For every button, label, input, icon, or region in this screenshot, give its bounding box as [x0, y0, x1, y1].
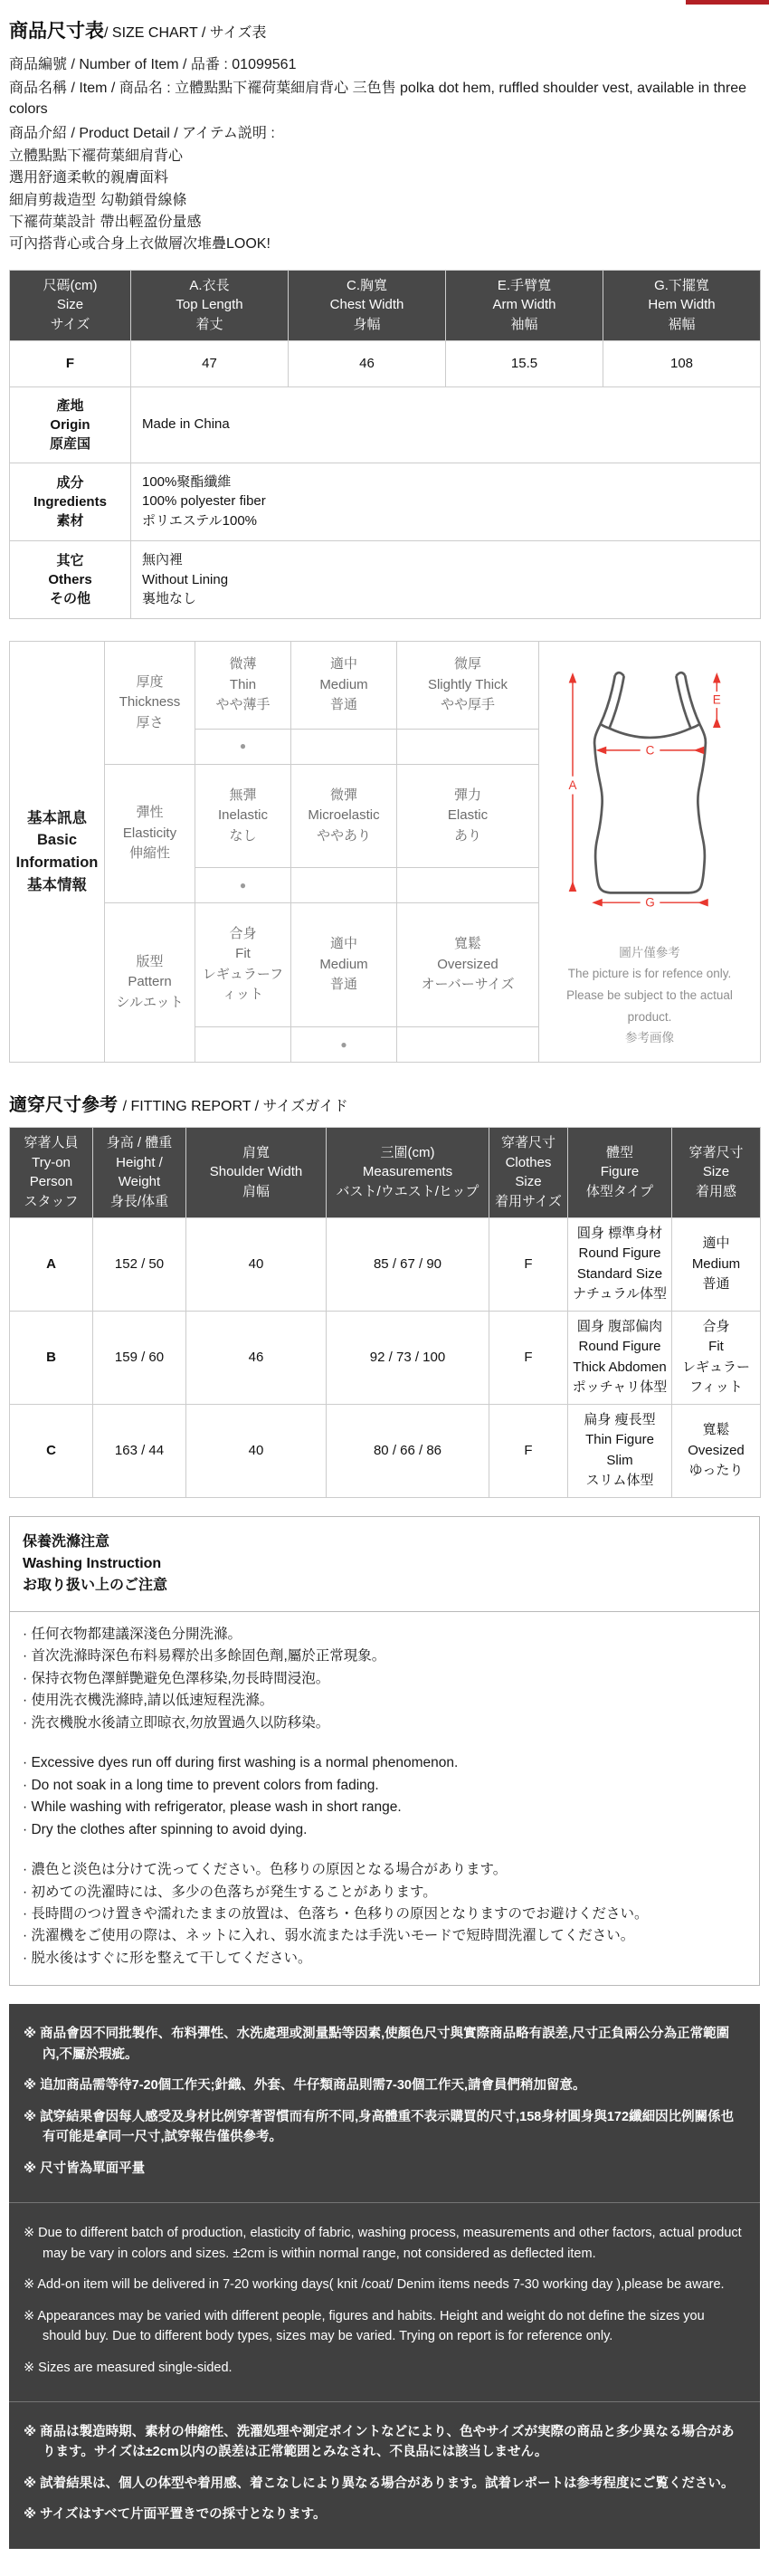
washing-note: · 脱水後はすぐに形を整えて干してください。: [23, 1950, 312, 1966]
washing-note: · 任何衣物都建議深淺色分開洗滌。: [23, 1626, 242, 1642]
basic-info-title: 基本訊息 Basic Information 基本情報: [10, 642, 105, 1063]
fit-col-person: 穿著人員 Try-on Person スタッフ: [10, 1127, 93, 1217]
fit-col-shoulder: 肩寬 Shoulder Width 肩幅: [186, 1127, 327, 1217]
disclaimer-note: ※ 商品會因不同批製作、布料彈性、水洗處理或測量點等因素,使顏色尺寸與實際商品略有誤差,尺寸正負兩公分為正常範圍內,不屬於瑕疵。: [24, 2027, 730, 2062]
product-detail-line: 選用舒適柔軟的親膚面料: [9, 170, 169, 186]
others-label: 其它 Others その他: [10, 540, 131, 618]
selected-dot-icon: ●: [239, 878, 247, 892]
size-value-arm-width: 15.5: [446, 340, 603, 386]
diagram-label-G: G: [644, 895, 655, 910]
washing-instruction-body: [10, 1612, 759, 1986]
product-detail-lines: [9, 147, 760, 255]
disclaimer-note: ※ 尺寸皆為單面平量: [24, 2161, 146, 2176]
size-value-top-length: 47: [131, 340, 289, 386]
diagram-label-E: E: [712, 692, 721, 707]
page-title-sub: / SIZE CHART / サイズ表: [104, 25, 267, 41]
washing-notes-zh: [23, 1625, 746, 1733]
origin-label: 產地 Origin 原産国: [10, 386, 131, 463]
washing-note: · 長時間のつけ置きや濡れたままの放置は、色落ち・色移りの原因となりますのでお避けください。: [23, 1905, 649, 1922]
pattern-option-medium: 適中 Medium 普通: [291, 903, 397, 1027]
disclaimer-note: ※ 試着結果は、個人の体型や着用感、着こなしにより異なる場合があります。試着レポートは参考程度にご覧ください。: [24, 2476, 735, 2491]
size-col-header-top-length: A.衣長 Top Length 着丈: [131, 270, 289, 340]
size-col-header-hem-width: G.下擺寬 Hem Width 裾幅: [603, 270, 761, 340]
elasticity-option-elastic: 彈力 Elastic あり: [397, 764, 539, 867]
item-name-line: [9, 78, 760, 119]
garment-measure-diagram: [548, 654, 752, 926]
washing-instruction-title: 保養洗滌注意 Washing Instruction お取り扱い上のご注意: [10, 1517, 759, 1612]
item-name-label: 商品名稱 / Item / 商品名 :: [9, 81, 171, 97]
fitting-report-table: [9, 1127, 761, 1498]
ingredients-label: 成分 Ingredients 素材: [10, 463, 131, 540]
disclaimer-note: ※ Due to different batch of production, elasticity of fabric, washing process, measurements and other factors, actual product may be vary in colors and sizes. ±2cm is within normal range, not considered as deflected item.: [24, 2226, 742, 2261]
elasticity-label: 彈性 Elasticity 伸縮性: [105, 764, 195, 902]
fit-col-height-weight: 身高 / 體重 Height / Weight 身長/体重: [93, 1127, 186, 1217]
washing-note: · Dry the clothes after spinning to avoid dying.: [23, 1821, 308, 1837]
others-row: [10, 540, 761, 618]
figure-cell: 扁身 瘦長型 Thin Figure Slim スリム体型: [568, 1404, 672, 1497]
washing-note: · Excessive dyes run off during first washing is a normal phenomenon.: [23, 1755, 459, 1771]
washing-notes-en: [23, 1753, 746, 1840]
product-detail-line: 可內搭背心或合身上衣做層次堆疊LOOK!: [9, 236, 271, 253]
size-table-header-row: [10, 270, 761, 340]
elasticity-option-microelastic: 微彈 Microelastic ややあり: [291, 764, 397, 867]
ingredients-row: [10, 463, 761, 540]
product-detail-line: 立體點點下襬荷葉細肩背心: [9, 148, 184, 164]
size-col-header-chest-width: C.胸寬 Chest Width 身幅: [289, 270, 446, 340]
figure-cell: 圓身 腹部偏肉 Round Figure Thick Abdomen ポッチャリ体型: [568, 1311, 672, 1404]
item-number-line: [9, 54, 760, 75]
disclaimer-notes-en: [9, 2202, 760, 2401]
fit-col-figure: 體型 Figure 体型タイプ: [568, 1127, 672, 1217]
garment-diagram-cell: [539, 642, 761, 1063]
disclaimer-note: ※ 追加商品需等待7-20個工作天;針織、外套、牛仔類商品則需7-30個工作天,請會員們稍加留意。: [24, 2078, 586, 2094]
washing-notes-jp: [23, 1860, 746, 1969]
size-value-size: F: [10, 340, 131, 386]
fitting-title-zh: 適穿尺寸參考: [9, 1094, 118, 1115]
page-title: [9, 16, 760, 43]
disclaimer-note: ※ 試穿結果會因每人感受及身材比例穿著習慣而有所不同,身高體重不表示購買的尺寸,158身材圓身與172纖細因比例關係也有可能是拿同一尺寸,試穿報告僅供參考。: [24, 2109, 735, 2145]
disclaimer-note: ※ サイズはすべて片面平置きでの採寸となります。: [24, 2507, 327, 2523]
pattern-option-oversized: 寬鬆 Oversized オーバーサイズ: [397, 903, 539, 1027]
size-value-hem-width: 108: [603, 340, 761, 386]
diagram-label-C: C: [645, 743, 654, 758]
fitting-header-row: [10, 1127, 761, 1217]
washing-note: · While washing with refrigerator, please wash in short range.: [23, 1799, 402, 1816]
washing-note: · 使用洗衣機洗滌時,請以低速短程洗滌。: [23, 1693, 274, 1709]
elasticity-option-inelastic: 無彈 Inelastic なし: [195, 764, 291, 867]
diagram-label-A: A: [567, 778, 577, 793]
item-number-value: 01099561: [232, 57, 297, 72]
washing-note: · 濃色と淡色は分けて洗ってください。色移りの原因となる場合があります。: [23, 1862, 508, 1878]
size-col-header-size: 尺碼(cm) Size サイズ: [10, 270, 131, 340]
size-table: [9, 270, 761, 620]
thickness-label: 厚度 Thickness 厚さ: [105, 642, 195, 765]
thickness-option-slightly-thick: 微厚 Slightly Thick やや厚手: [397, 642, 539, 730]
pattern-label: 版型 Pattern シルエット: [105, 903, 195, 1063]
product-detail-line: 下襬荷葉設計 帶出輕盈份量感: [9, 214, 202, 230]
pattern-option-fit: 合身 Fit レギュラーフィット: [195, 903, 291, 1027]
washing-note: · 洗衣機脫水後請立即晾衣,勿放置過久以防移染。: [23, 1714, 330, 1731]
disclaimer-note: ※ 商品は製造時期、素材の伸縮性、洗濯処理や測定ポイントなどにより、色やサイズが実際の商品と多少異なる場合があります。サイズは±2cm以内の誤差は正常範囲とみなされ、不良品には該当しません。: [24, 2425, 735, 2460]
washing-instruction-box: [9, 1516, 760, 1987]
fit-col-clothes-size: 穿著尺寸 Clothes Size 着用サイズ: [489, 1127, 568, 1217]
diagram-caption: 圖片僅參考 The picture is for refence only. Please be subject to the actual product. 参考画像: [566, 945, 733, 1045]
fitting-row-B: B 159 / 60 46 92 / 73 / 100 F 圓身 腹部偏肉 Round Figure Thick Abdomen ポッチャリ体型 合身 Fit レギュラーフィット: [10, 1311, 761, 1404]
basic-info-table: [9, 641, 761, 1063]
disclaimer-note: ※ Add-on item will be delivered in 7-20 working days( knit /coat/ Denim items needs 7-30 working day ),please be aware.: [24, 2277, 725, 2293]
size-table-row-F: [10, 340, 761, 386]
disclaimer-notes-zh: [9, 2004, 760, 2202]
item-number-label: 商品編號 / Number of Item / 品番 :: [9, 57, 228, 72]
product-detail-label: 商品介紹 / Product Detail / アイテム説明 :: [9, 125, 275, 141]
disclaimer-note: ※ Appearances may be varied with different people, figures and habits. Height and weight do not define the sizes you should buy. Due to different body types, sizes may be varied. Trying on report is for reference only.: [24, 2308, 705, 2344]
feel-cell: 寬鬆 Ovesized ゆったり: [672, 1404, 761, 1497]
fitting-row-C: C 163 / 44 40 80 / 66 / 86 F 扁身 瘦長型 Thin Figure Slim スリム体型 寬鬆 Ovesized ゆったり: [10, 1404, 761, 1497]
washing-note: · 洗濯機をご使用の際は、ネットに入れ、弱水流または手洗いモードで短時間洗濯してください。: [23, 1928, 635, 1944]
ingredients-value: 100%聚酯纖維 100% polyester fiber ポリエステル100%: [131, 463, 761, 540]
size-value-chest-width: 46: [289, 340, 446, 386]
disclaimer-notes-jp: [9, 2401, 760, 2549]
washing-note: · 首次洗滌時深色布料易釋於出多餘固色劑,屬於正常現象。: [23, 1648, 386, 1665]
feel-cell: 合身 Fit レギュラーフィット: [672, 1311, 761, 1404]
washing-note: · 保持衣物色澤鮮艷避免色澤移染,勿長時間浸泡。: [23, 1670, 330, 1686]
fitting-row-A: A 152 / 50 40 85 / 67 / 90 F 圓身 標準身材 Round Figure Standard Size ナチュラル体型 適中 Medium 普通: [10, 1217, 761, 1311]
washing-note: · Do not soak in a long time to prevent colors from fading.: [23, 1777, 379, 1793]
fit-col-size-feel: 穿著尺寸 Size 着用感: [672, 1127, 761, 1217]
size-col-header-arm-width: E.手臂寬 Arm Width 袖幅: [446, 270, 603, 340]
page-title-zh: 商品尺寸表: [9, 21, 104, 42]
top-progress-bar: [686, 0, 769, 5]
disclaimer-note: ※ Sizes are measured single-sided.: [24, 2360, 233, 2375]
others-value: 無內裡 Without Lining 裏地なし: [131, 540, 761, 618]
item-name-value: 立體點點下襬荷葉細肩背心 三色售 polka dot hem, ruffled shoulder vest, available in three colors: [9, 81, 747, 118]
feel-cell: 適中 Medium 普通: [672, 1217, 761, 1311]
origin-row: [10, 386, 761, 463]
disclaimer-footer: [9, 2004, 760, 2549]
thickness-option-medium: 適中 Medium 普通: [291, 642, 397, 730]
figure-cell: 圓身 標準身材 Round Figure Standard Size ナチュラル体型: [568, 1217, 672, 1311]
selected-dot-icon: ●: [239, 739, 247, 753]
fitting-report-title: [9, 1090, 760, 1116]
selected-dot-icon: ●: [340, 1037, 347, 1051]
origin-value: Made in China: [131, 386, 761, 463]
thickness-option-thin: 微薄 Thin やや薄手: [195, 642, 291, 730]
fit-col-measurements: 三圍(cm) Measurements バスト/ウエスト/ヒップ: [327, 1127, 489, 1217]
fitting-title-sub: / FITTING REPORT / サイズガイド: [122, 1098, 348, 1114]
product-detail-line: 細肩剪裁造型 勾勒鎖骨線條: [9, 192, 187, 208]
washing-note: · 初めての洗濯時には、多少の色落ちが発生することがあります。: [23, 1884, 437, 1900]
